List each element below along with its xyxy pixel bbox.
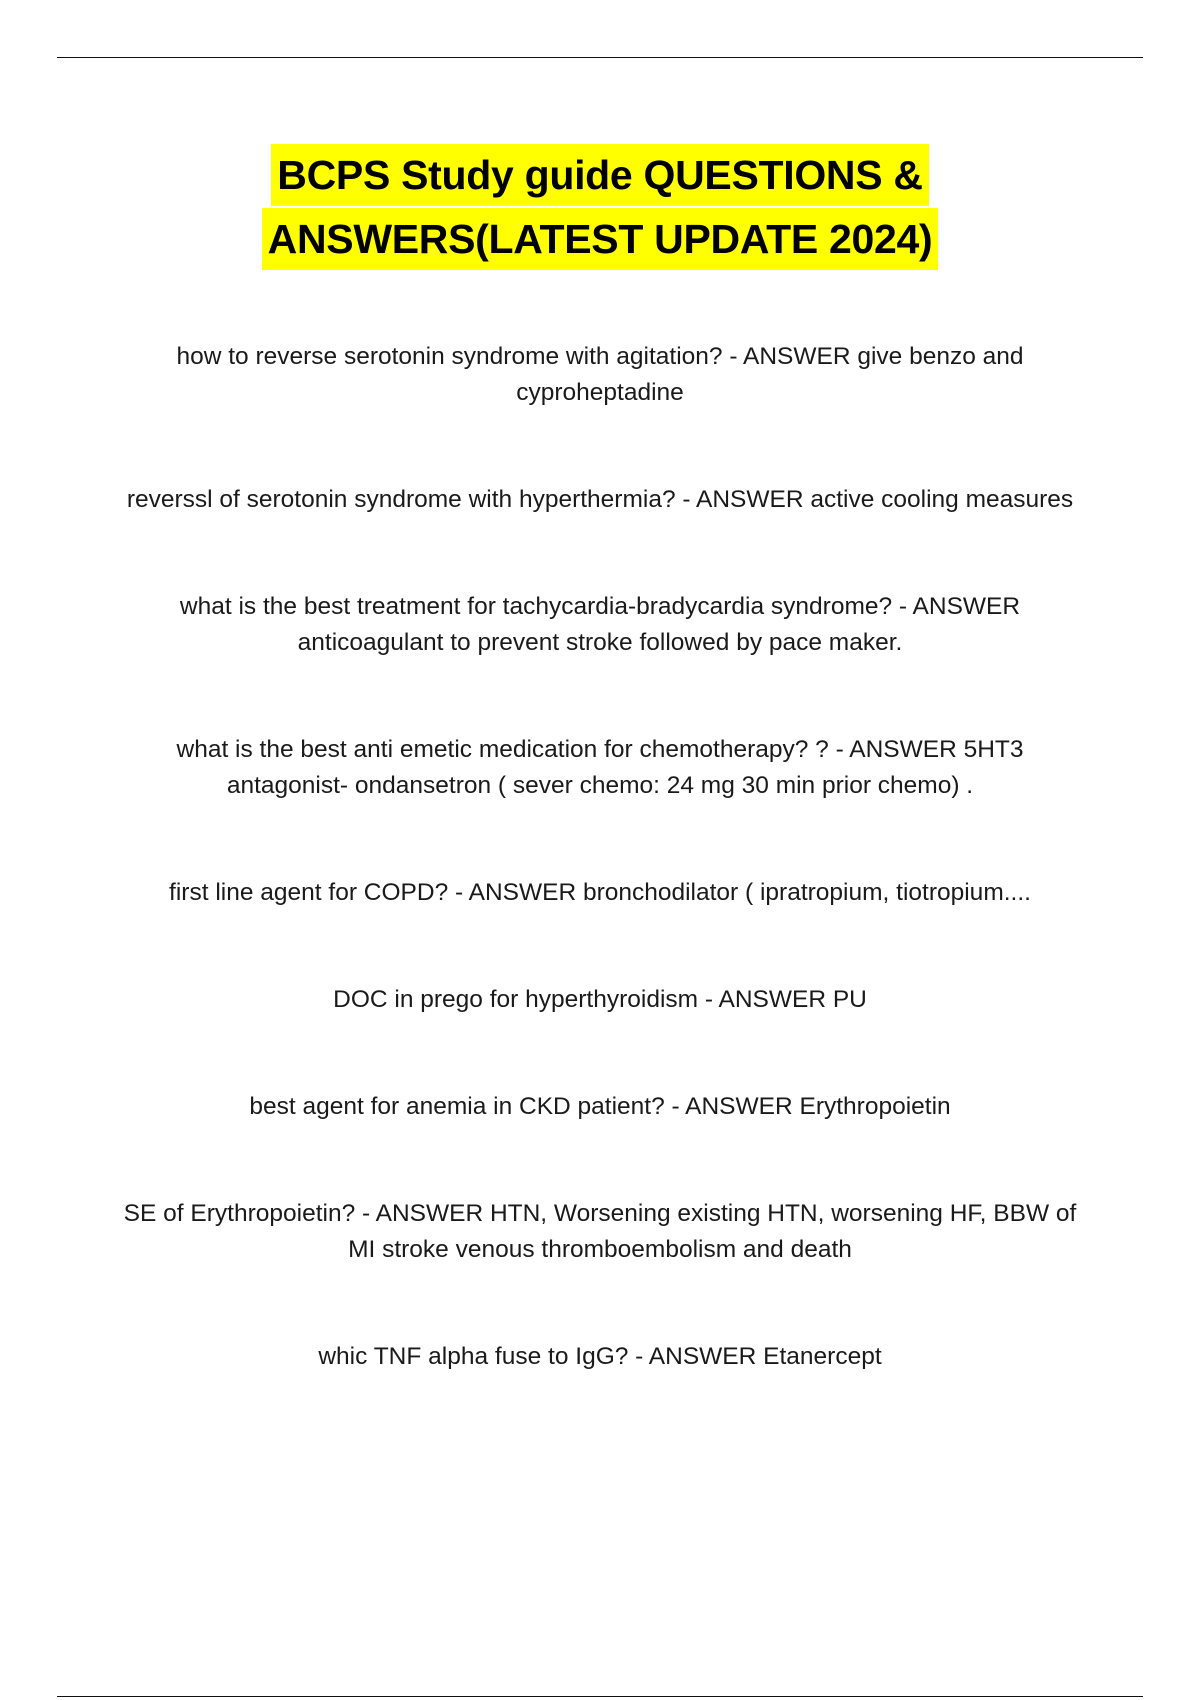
top-divider bbox=[57, 57, 1143, 58]
qa-item: reverssl of serotonin syndrome with hyperthermia? - ANSWER active cooling measures bbox=[126, 486, 1074, 513]
bottom-divider bbox=[57, 1696, 1143, 1697]
qa-list bbox=[120, 339, 1080, 1446]
qa-item: what is the best treatment for tachycardia-bradycardia syndrome? - ANSWER anticoagulant to prevent stroke followed by pace maker. bbox=[179, 593, 1021, 656]
qa-item: DOC in prego for hyperthyroidism - ANSWER PU bbox=[333, 986, 867, 1013]
qa-item: whic TNF alpha fuse to IgG? - ANSWER Etanercept bbox=[318, 1343, 882, 1370]
document-title bbox=[0, 144, 1200, 272]
title-line-1: BCPS Study guide QUESTIONS & bbox=[271, 144, 928, 206]
qa-item: SE of Erythropoietin? - ANSWER HTN, Worsening existing HTN, worsening HF, BBW of MI stroke venous thromboembolism and death bbox=[123, 1200, 1077, 1263]
qa-item: what is the best anti emetic medication for chemotherapy? ? - ANSWER 5HT3 antagonist- ondansetron ( sever chemo: 24 mg 30 min prior chemo) . bbox=[176, 736, 1024, 799]
title-line-2: ANSWERS(LATEST UPDATE 2024) bbox=[262, 208, 939, 270]
qa-item: first line agent for COPD? - ANSWER bronchodilator ( ipratropium, tiotropium.... bbox=[169, 879, 1031, 906]
qa-item: how to reverse serotonin syndrome with agitation? - ANSWER give benzo and cyproheptadine bbox=[176, 343, 1024, 406]
qa-item: best agent for anemia in CKD patient? - ANSWER Erythropoietin bbox=[249, 1093, 951, 1120]
